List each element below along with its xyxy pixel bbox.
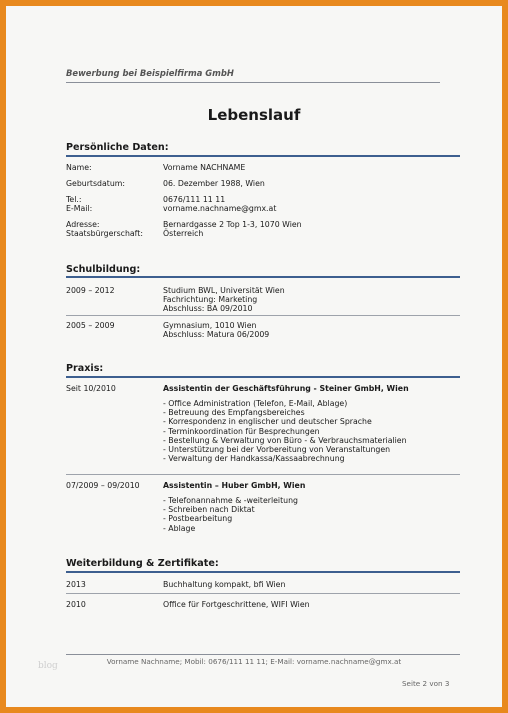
section-rule-school: [66, 276, 460, 278]
personal-label-citizenship: Staatsbürgerschaft:: [66, 229, 143, 238]
practice-task-list: [163, 496, 298, 533]
header-divider: [66, 82, 440, 83]
list-item: - Betreuung des Empfangsbereiches: [163, 408, 407, 417]
personal-value-citizenship: Österreich: [163, 229, 204, 238]
school-line: Abschluss: BA 09/2010: [163, 304, 253, 313]
entry-divider: [66, 315, 460, 316]
school-period: 2005 – 2009: [66, 321, 115, 330]
personal-value-name: Vorname NACHNAME: [163, 163, 246, 172]
school-line: Fachrichtung: Marketing: [163, 295, 258, 304]
list-item: - Verwaltung der Handkassa/Kassaabrechnung: [163, 454, 407, 463]
list-item: - Bestellung & Verwaltung von Büro - & Verbrauchsmaterialien: [163, 436, 407, 445]
entry-divider: [66, 474, 460, 475]
personal-label-email: E-Mail:: [66, 204, 93, 213]
practice-period: 07/2009 – 09/2010: [66, 481, 140, 490]
training-course: Buchhaltung kompakt, bfi Wien: [163, 580, 286, 589]
list-item: - Terminkoordination für Besprechungen: [163, 427, 407, 436]
personal-label-phone: Tel.:: [66, 195, 82, 204]
footer-contact: Vorname Nachname; Mobil: 0676/111 11 11; E-Mail: vorname.nachname@gmx.at: [106, 657, 402, 666]
list-item: - Unterstützung bei der Vorbereitung von Veranstaltungen: [163, 445, 407, 454]
personal-value-birthdate: 06. Dezember 1988, Wien: [163, 179, 265, 188]
footer-divider: [66, 654, 460, 655]
practice-task-list: [163, 399, 407, 463]
section-heading-school: Schulbildung:: [66, 264, 141, 275]
section-rule-practice: [66, 376, 460, 378]
training-year: 2013: [66, 580, 86, 589]
personal-value-phone: 0676/111 11 11: [163, 195, 226, 204]
cv-page: [6, 6, 502, 707]
page-title: Lebenslauf: [207, 106, 301, 124]
school-period: 2009 – 2012: [66, 286, 115, 295]
section-heading-personal: Persönliche Daten:: [66, 142, 169, 153]
personal-value-email: vorname.nachname@gmx.at: [163, 204, 277, 213]
practice-job-title: Assistentin der Geschäftsführung - Steiner GmbH, Wien: [163, 384, 409, 393]
training-year: 2010: [66, 600, 86, 609]
list-item: - Ablage: [163, 524, 298, 533]
list-item: - Telefonannahme & -weiterleitung: [163, 496, 298, 505]
practice-period: Seit 10/2010: [66, 384, 116, 393]
list-item: - Office Administration (Telefon, E-Mail, Ablage): [163, 399, 407, 408]
practice-job-title: Assistentin – Huber GmbH, Wien: [163, 481, 306, 490]
section-rule-training: [66, 571, 460, 573]
page-number: Seite 2 von 3: [402, 679, 450, 688]
list-item: - Korrespondenz in englischer und deutscher Sprache: [163, 417, 407, 426]
personal-label-address: Adresse:: [66, 220, 100, 229]
section-rule-personal: [66, 155, 460, 157]
section-heading-training: Weiterbildung & Zertifikate:: [66, 558, 219, 569]
personal-label-name: Name:: [66, 163, 92, 172]
school-line: Gymnasium, 1010 Wien: [163, 321, 257, 330]
training-course: Office für Fortgeschrittene, WIFI Wien: [163, 600, 310, 609]
list-item: - Postbearbeitung: [163, 514, 298, 523]
personal-value-address: Bernardgasse 2 Top 1-3, 1070 Wien: [163, 220, 302, 229]
school-line: Studium BWL, Universität Wien: [163, 286, 285, 295]
blog-watermark: blog: [38, 661, 58, 671]
school-line: Abschluss: Matura 06/2009: [163, 330, 270, 339]
list-item: - Schreiben nach Diktat: [163, 505, 298, 514]
personal-label-birthdate: Geburtsdatum:: [66, 179, 126, 188]
entry-divider: [66, 593, 460, 594]
section-heading-practice: Praxis:: [66, 363, 104, 374]
company-header: Bewerbung bei Beispielfirma GmbH: [66, 68, 234, 78]
